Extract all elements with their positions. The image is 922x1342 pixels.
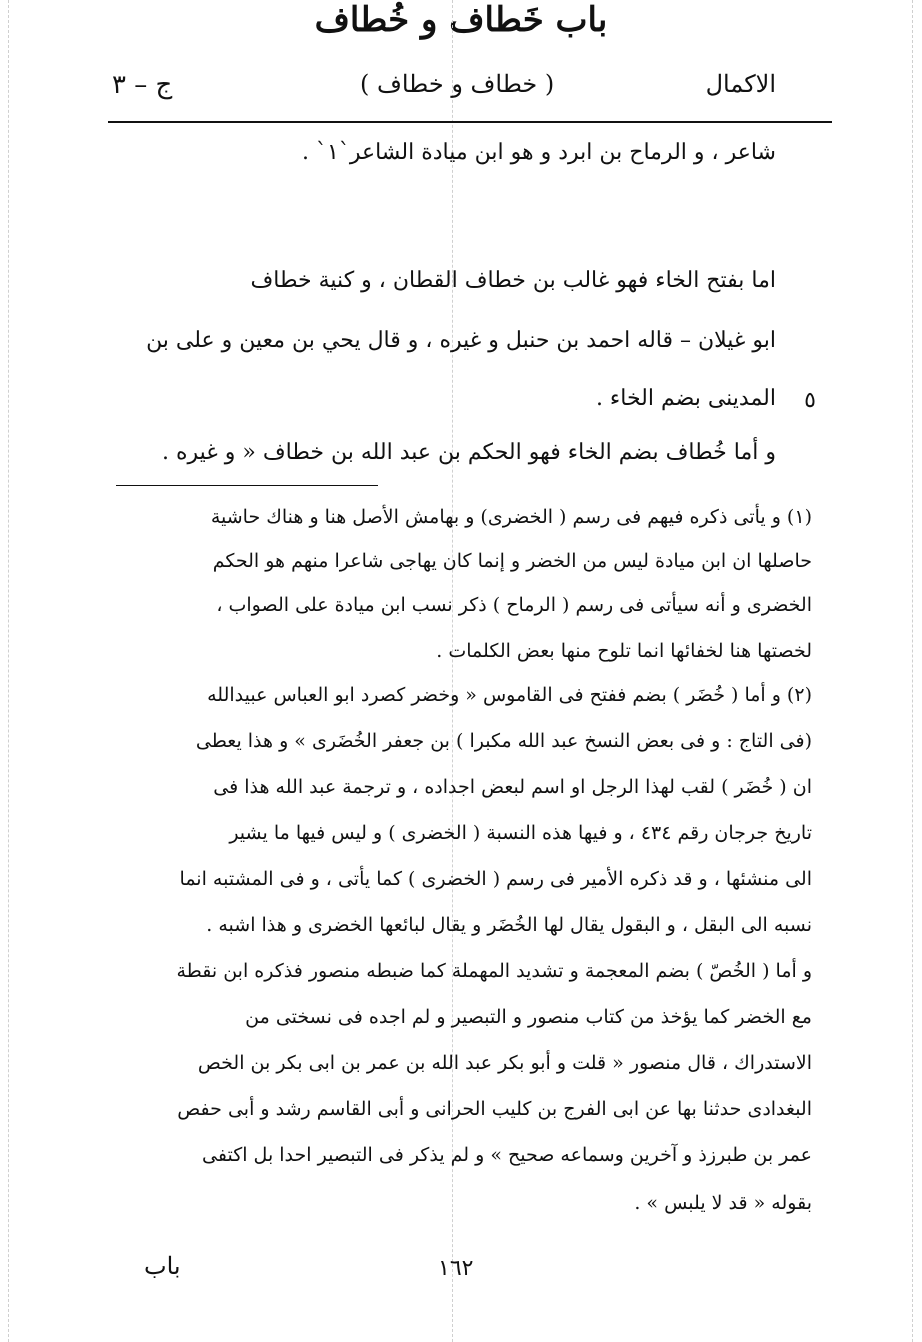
footnote-line: الخضرى و أنه سيأتى فى رسم ( الرماح ) ذكر نسب ابن ميادة على الصواب ، [216,594,812,616]
footnote-line: الاستدراك ، قال منصور « قلت و أبو بكر عبد الله بن عمر بن ابى بكر بن الخص [197,1052,812,1074]
footnote-separator [116,485,378,486]
intro-line: شاعر ، و الرماح بن ابرد و هو ابن ميادة الشاعر`١` . [301,140,776,165]
header-rule [108,121,832,123]
footnote-line: (فى التاج : و فى بعض النسخ عبد الله مكبرا ) بن جعفر الخُضَرى » و هذا يعطى [195,730,812,752]
catchword: باب [144,1252,181,1280]
margin-guide-center [452,0,453,1342]
section-heading: باب خَطاف و خُطاف [314,0,608,40]
footnote-line: (٢) و أما ( خُضَر ) بضم ففتح فى القاموس « وخضر كصرد ابو العباس عبيدالله [207,684,812,706]
footnote-line: (١) و يأتى ذكره فيهم فى رسم ( الخضرى) و بهامش الأصل هنا و هناك حاشية [210,506,812,528]
footnote-line: الى منشئها ، و قد ذكره الأمير فى رسم ( الخضرى ) كما يأتى ، و فى المشتبه انما [179,868,812,890]
footnote-line: مع الخضر كما يؤخذ من كتاب منصور و التبصير و لم اجده فى نسختى من [245,1006,812,1028]
margin-guide-right [912,0,913,1342]
paragraph-2: و أما خُطاف بضم الخاء فهو الحكم بن عبد الله بن خطاف « و غيره . [161,440,776,465]
paragraph-line-3: المدينى بضم الخاء . [595,386,776,411]
page-number: ١٦٢ [438,1256,474,1281]
footnote-line: نسبه الى البقل ، و البقول يقال لها الخُضَر و يقال لبائعها الخضرى و هذا اشبه . [206,914,812,936]
running-title: ( خطاف و خطاف ) [360,70,555,98]
footnote-line: بقوله « قد لا يلبس » . [634,1192,812,1214]
paragraph-line-1: اما بفتح الخاء فهو غالب بن خطاف القطان ، و كنية خطاف [250,268,776,293]
footnote-line: البغدادى حدثنا بها عن ابى الفرج بن كليب الحرانى و أبى القاسم رشد و أبى حفص [177,1098,812,1120]
footnote-line: ان ( خُضَر ) لقب لهذا الرجل او اسم لبعض اجداده ، و ترجمة عبد الله هذا فى [213,776,812,798]
footnote-line: حاصلها ان ابن ميادة ليس من الخضر و إنما كان يهاجى شاعرا منهم هو الحكم [212,550,812,572]
volume-label: ج – ٣ [112,70,173,100]
paragraph-line-2: ابو غيلان – قاله احمد بن حنبل و غيره ، و قال يحي بن معين و على بن [146,328,776,353]
footnote-line: تاريخ جرجان رقم ٤٣٤ ، و فيها هذه النسبة ( الخضرى ) و ليس فيها ما يشير [229,822,812,844]
footnote-line: و أما ( الخُصّ ) بضم المعجمة و تشديد المهملة كما ضبطه منصور فذكره ابن نقطة [176,960,812,982]
line-number: ٥ [804,388,816,413]
margin-guide-left [8,0,9,1342]
book-title: الاكمال [705,70,776,98]
footnote-line: عمر بن طبرزذ و آخرين وسماعه صحيح » و لم يذكر فى التبصير احدا بل اكتفى [202,1144,812,1166]
footnote-line: لخصتها هنا لخفائها انما تلوح منها بعض الكلمات . [436,640,812,662]
